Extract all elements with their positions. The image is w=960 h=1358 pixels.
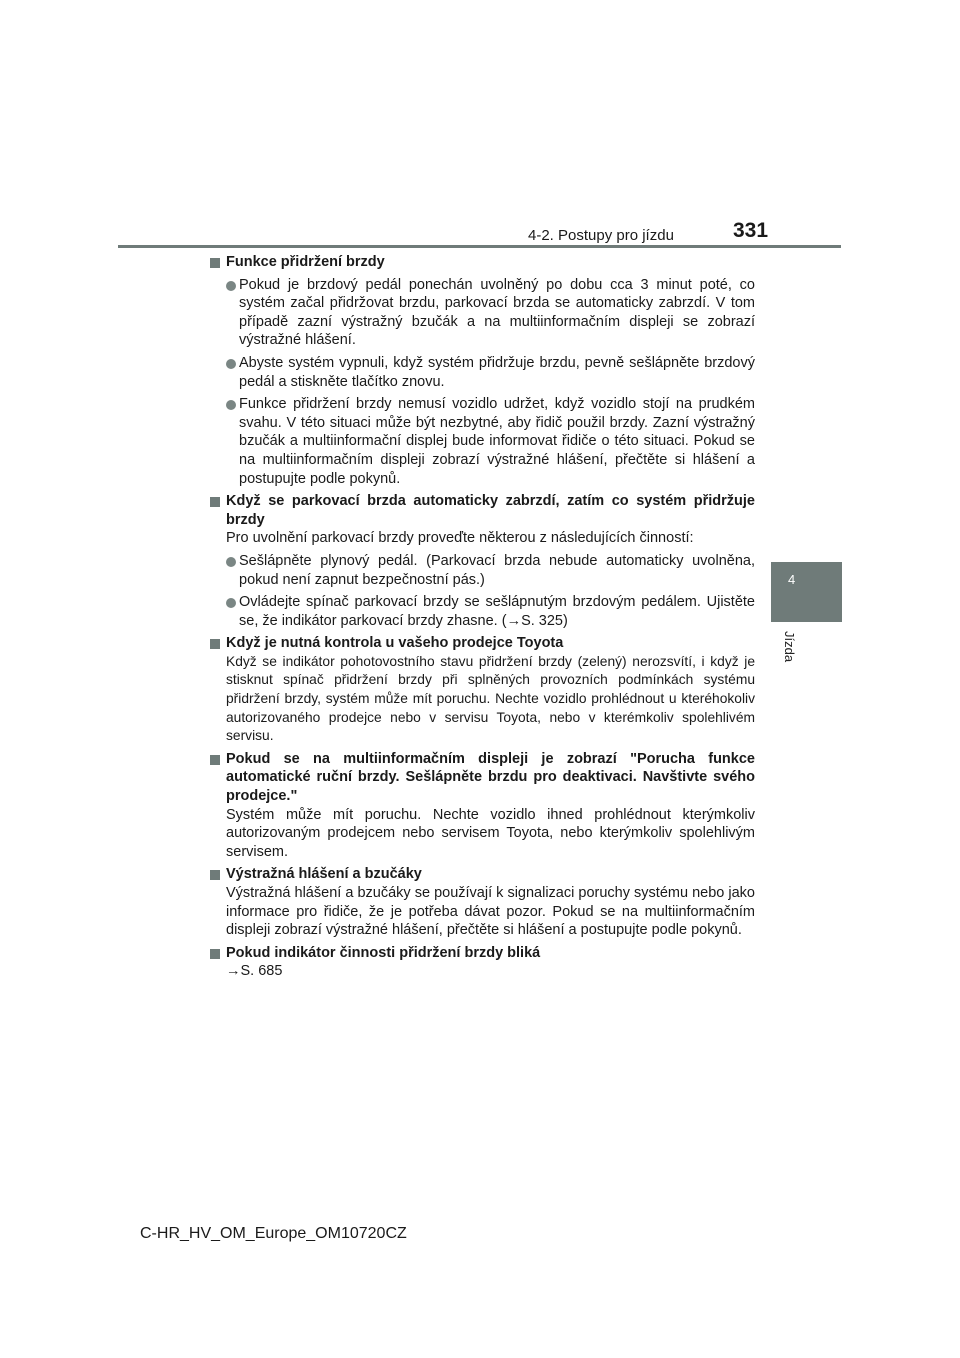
section-text: Výstražná hlášení a bzučáky se používají k signalizaci poruchy systému nebo jako informace pro řidiče, že je potřeba dávat pozor. Pokud se na multiinformačním displeji zobrazí výstražné hlášení, přečtěte si hlášení a postupujte podle pokynů.	[226, 885, 755, 939]
section-intro: Pro uvolnění parkovací brzdy proveďte některou z následujících činností:	[226, 530, 694, 547]
section-heading: Funkce přidržení brzdy	[226, 254, 385, 270]
page-content	[210, 253, 755, 985]
list-item-text: Abyste systém vypnuli, když systém přidržuje brzdu, pevně sešlápněte brzdový pedál a stiskněte tlačítko znovu.	[239, 354, 755, 390]
square-bullet-icon	[210, 949, 220, 959]
square-bullet-icon	[210, 497, 220, 507]
list-item	[226, 354, 755, 391]
section-brake-hold-function	[210, 253, 755, 272]
section-heading: Když je nutná kontrola u vašeho prodejce Toyota	[226, 635, 564, 652]
section-heading: Pokud indikátor činnosti přidržení brzdy bliká	[226, 944, 541, 961]
list-item-text: Sešlápněte plynový pedál. (Parkovací brzda nebude automaticky uvolněna, pokud není zapnut bezpečnostní pás.)	[239, 552, 755, 588]
header-divider	[118, 245, 841, 248]
list-item-text: Ovládejte spínač parkovací brzdy se sešlápnutým brzdovým pedálem. Ujistěte se, že indikátor parkovací brzdy zhasne. (→S. 325)	[239, 594, 755, 629]
page-reference: →S. 685	[226, 963, 283, 980]
section-text: Systém může mít poruchu. Nechte vozidlo ihned prohlédnout kterýmkoliv autorizovaným prodejcem nebo servisem Toyota, nebo kterýmkoliv spolehlivým servisem.	[226, 806, 755, 860]
square-bullet-icon	[210, 755, 220, 765]
chapter-tab-number: 4	[788, 572, 796, 587]
circle-bullet-icon	[226, 598, 236, 608]
section-brake-hold-items	[210, 276, 755, 489]
list-item	[226, 276, 755, 350]
circle-bullet-icon	[226, 281, 236, 291]
document-code: C-HR_HV_OM_Europe_OM10720CZ	[140, 1225, 407, 1242]
list-item	[226, 395, 755, 488]
chapter-tab-label: Jízda	[782, 631, 797, 663]
square-bullet-icon	[210, 870, 220, 880]
section-heading: Výstražná hlášení a bzučáky	[226, 866, 422, 883]
section-malfunction-message	[210, 750, 755, 862]
section-indicator-flashing	[210, 944, 755, 981]
square-bullet-icon	[210, 639, 220, 649]
circle-bullet-icon	[226, 359, 236, 369]
list-item-text: Funkce přidržení brzdy nemusí vozidlo udržet, když vozidlo stojí na prudkém svahu. V této situaci může být nezbytné, aby řidič použil brzdy. Zazní výstražný bzučák a multiinformační displej bude informovat řidiče o této situaci. Pokud se na multiinformačním displeji zobrazí výstražné hlášení, přečtěte si hlášení a postupujte podle pokynů.	[239, 396, 755, 487]
section-text: Když se indikátor pohotovostního stavu přidržení brzdy (zelený) nerozsvítí, i když je stisknut spínač přidržení brzdy při splněných provozních podmínkách systému přidržení brzdy, systém může mít poruchu. Nechte vozidlo prohlédnout u kteréhokoliv autorizovaného prodejce nebo v servisu Toyota, nebo v kterémkoliv spolehlivém servisu.	[226, 653, 755, 744]
chapter-tab	[771, 562, 842, 622]
list-item	[226, 552, 755, 589]
section-heading: Pokud se na multiinformačním displeji je zobrazí "Porucha funkce automatické ruční brzdy. Sešlápněte brzdu pro deaktivaci. Navštivte svého prodejce."	[226, 750, 755, 805]
square-bullet-icon	[210, 258, 220, 268]
list-item	[226, 593, 755, 630]
section-dealer-check	[210, 634, 755, 746]
section-warnings-buzzers	[210, 865, 755, 939]
section-parking-brake-auto	[210, 492, 755, 630]
circle-bullet-icon	[226, 557, 236, 567]
section-heading: Když se parkovací brzda automaticky zabrzdí, zatím co systém přidržuje brzdy	[226, 493, 755, 528]
page-number: 331	[733, 219, 769, 242]
section-title: 4-2. Postupy pro jízdu	[528, 227, 674, 244]
circle-bullet-icon	[226, 400, 236, 410]
list-item-text: Pokud je brzdový pedál ponechán uvolněný po dobu cca 3 minut poté, co systém začal přidržovat brzdu, parkovací brzda se automaticky zabrzdí. V tom případě zazní výstražný bzučák a na multiinformačním displeji se zobrazí výstražné hlášení.	[239, 276, 755, 349]
